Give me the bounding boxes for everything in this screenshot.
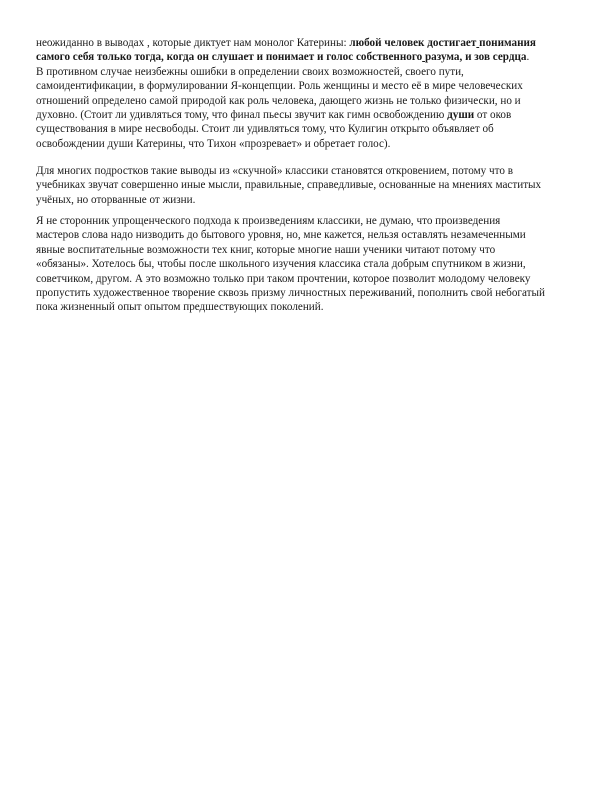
paragraph-katerina-monologue: [36, 36, 577, 151]
bold-text: души: [447, 109, 475, 122]
bold-text: разума, и зов сердца: [424, 51, 527, 64]
text-run: духовно. (Стоит ли удивляться тому, что финал пьесы звучит как гимн освобождению: [36, 109, 448, 122]
text-line: отношений определено самой природой как роль человека, дающего жизнь не только физически, но и: [36, 94, 521, 107]
text-line: советчиком, другом. А это возможно только при таком прочтении, которое позволит молодому человеку: [36, 272, 531, 285]
text-line: «обязаны». Хотелось бы, чтобы после школьного изучения классика стала добрым спутником в жизни,: [36, 258, 526, 271]
text-line: Я не сторонник упрощенческого подхода к произведениям классики, не думаю, что произведения: [36, 215, 501, 227]
paragraph-classics-approach: [36, 214, 577, 315]
bold-text: любой человек достигает: [349, 37, 477, 49]
text-line: мастеров слова надо низводить до бытового уровня, но, мне кажется, нельзя оставлять незамеченными: [36, 229, 526, 242]
text-line: учёных, но оторванные от жизни.: [36, 193, 196, 206]
text-line: [36, 36, 577, 50]
text-line: пропустить художественное творение сквозь призму личностных переживаний, пополнить свой небогатый: [36, 287, 545, 300]
bold-text: понимания: [479, 37, 536, 49]
text-run: от оков: [474, 109, 512, 122]
bold-text: самого себя только тогда, когда он слушает и понимает и голос собственного: [36, 51, 423, 64]
paragraph-teen-readers: [36, 164, 577, 207]
text-line: Для многих подростков такие выводы из «скучной» классики становятся откровением, потому что в: [36, 165, 513, 177]
text-line: существования в мире несвободы. Стоит ли удивляться тому, что Кулигин открыто объявляет об: [36, 123, 494, 136]
text-run: неожиданно в выводах , которые диктует нам монолог Катерины:: [36, 37, 350, 49]
text-line: явные воспитательные возможности тех книг, которые многие наши ученики читают потому что: [36, 243, 496, 256]
text-line: [36, 108, 577, 122]
text-line: самоидентификации, в формулировании Я-концепции. Роль женщины и место её в мире человеческих: [36, 80, 523, 93]
text-run: .: [526, 51, 530, 64]
text-line: учебниках звучат совершенно иные мысли, правильные, справедливые, основанные на мнениях маститых: [36, 179, 542, 192]
text-line: [36, 50, 577, 64]
text-line: пока жизненный опыт опытом предшествующих поколений.: [36, 301, 324, 314]
text-line: освобождении души Катерины, что Тихон «прозревает» и обретает голос).: [36, 137, 391, 150]
text-line: В противном случае неизбежны ошибки в определении своих возможностей, своего пути,: [36, 65, 464, 78]
